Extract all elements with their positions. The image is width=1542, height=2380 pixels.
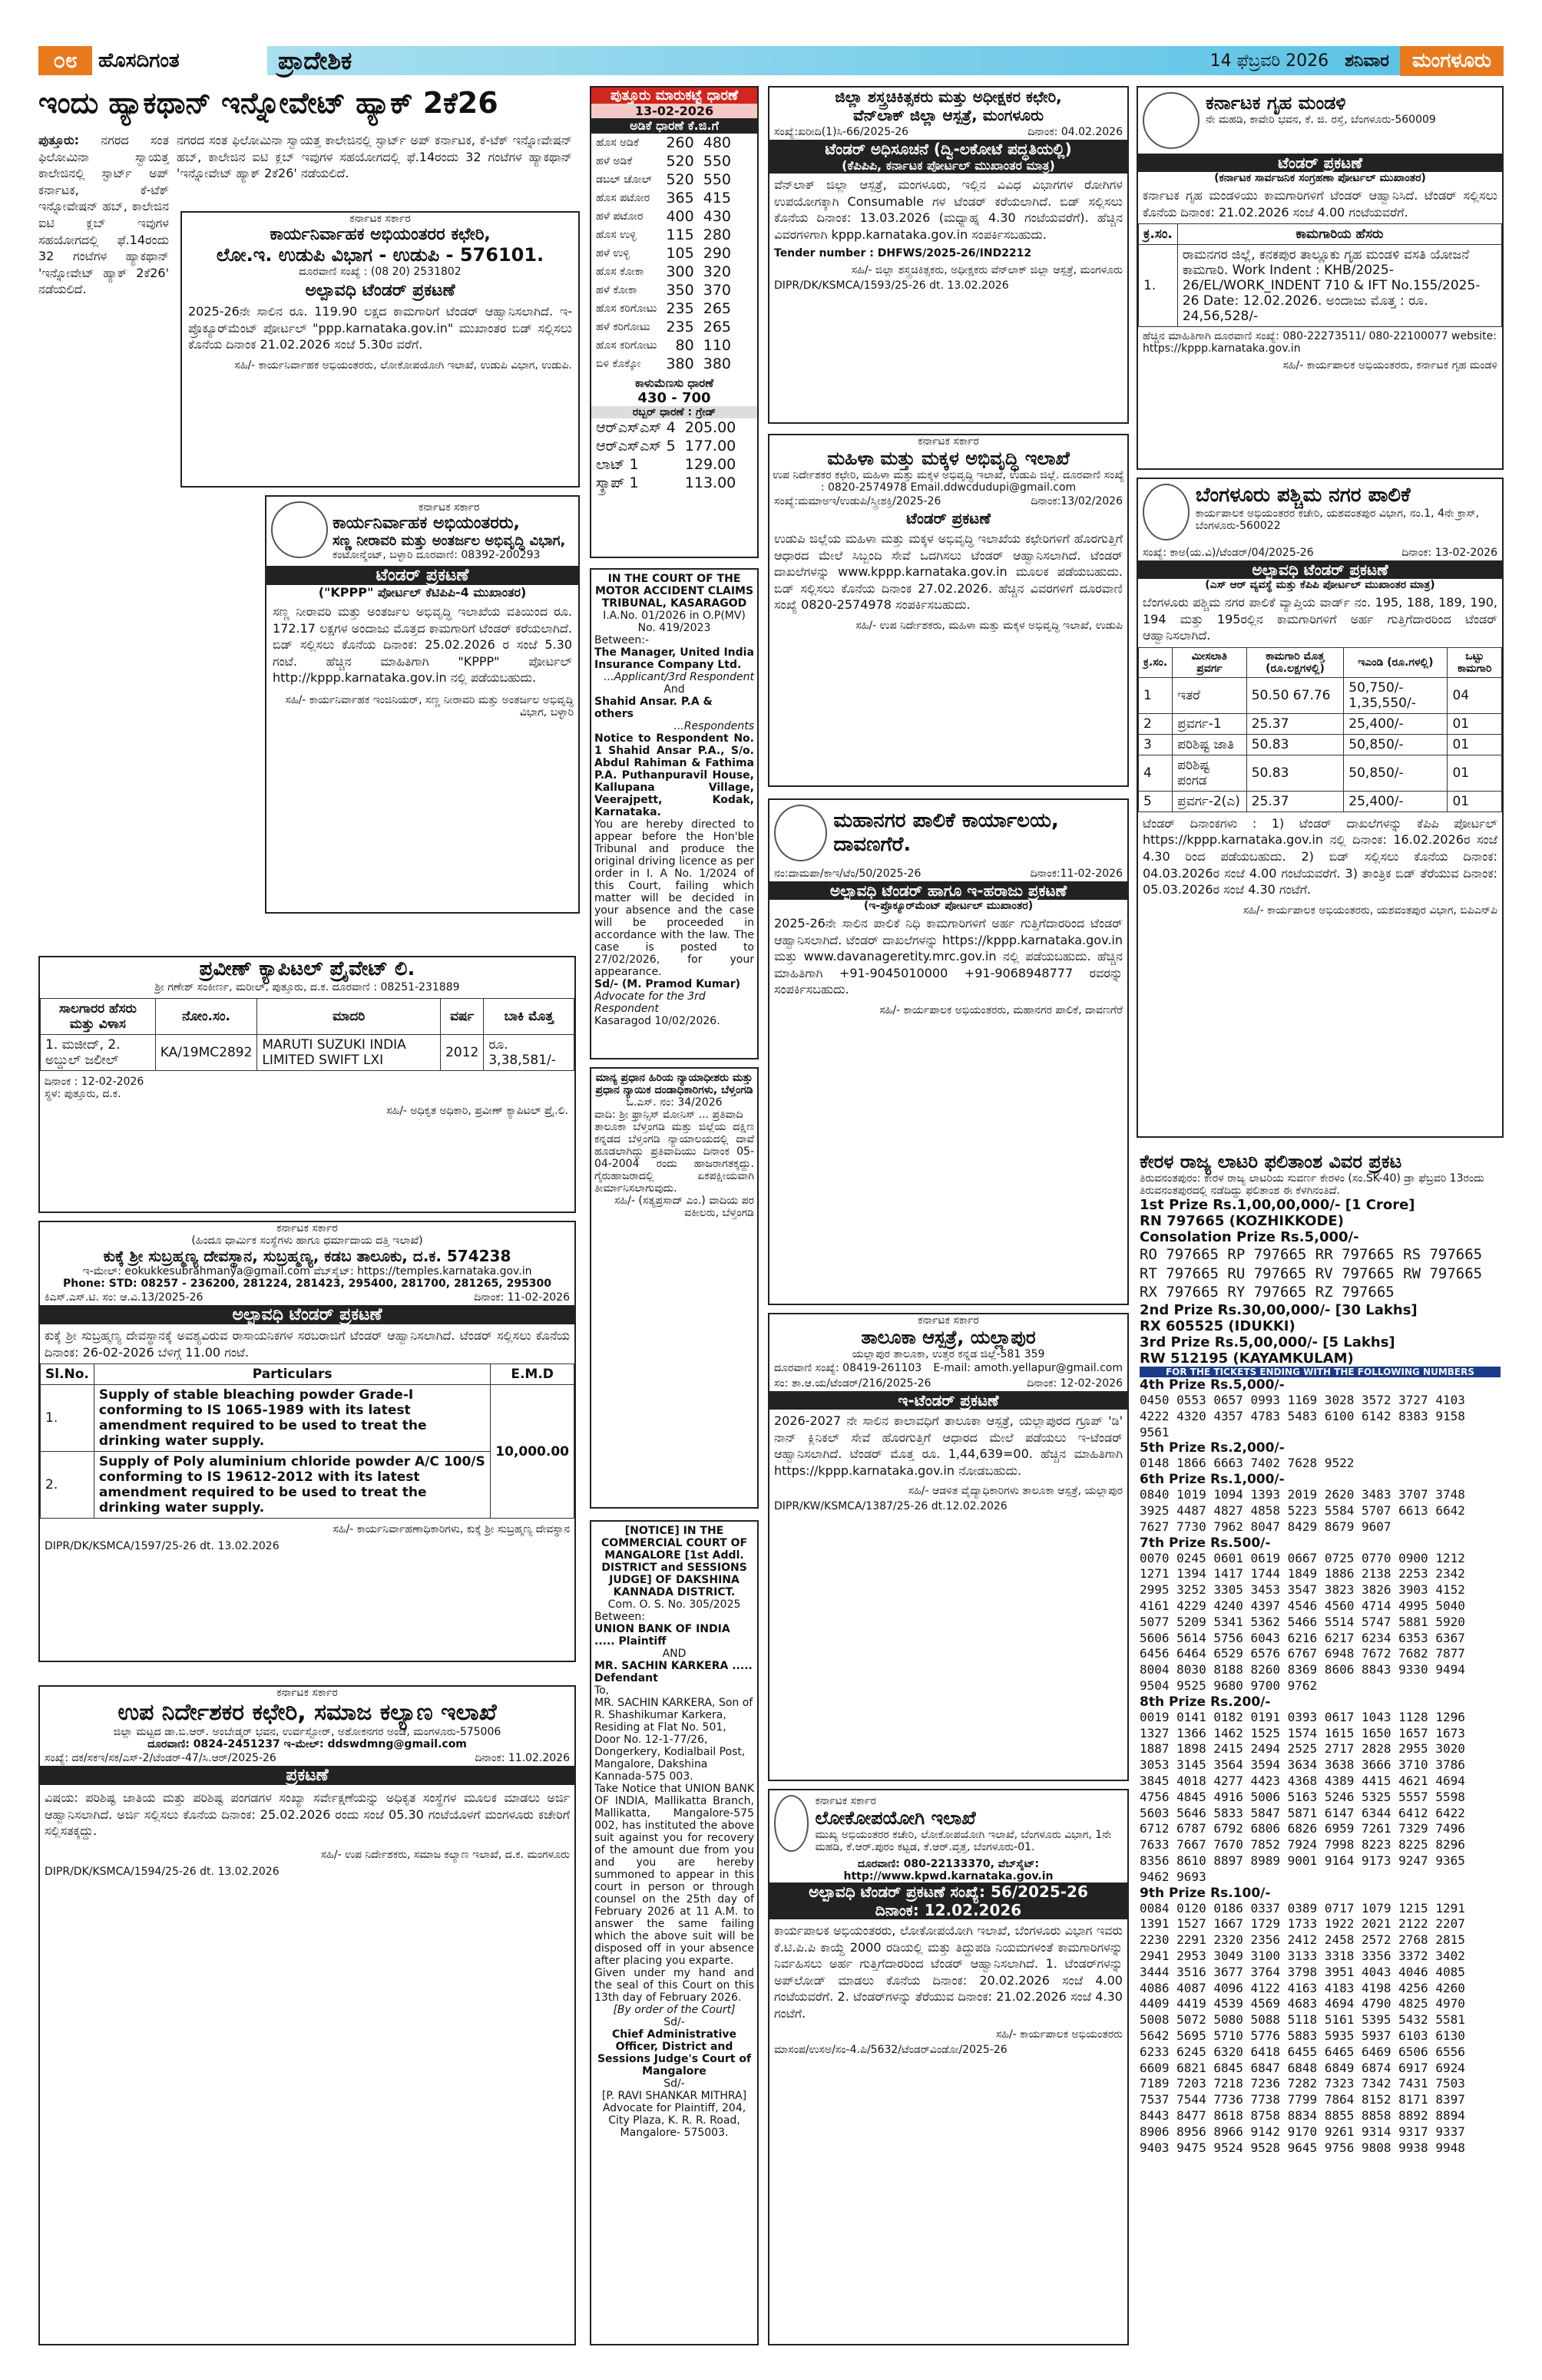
rate-row: ಹೊಸ ಕರಿಗೋಟು 235 265 [596,300,731,317]
issue-date: 14 ಫೆಬ್ರವರಿ 2026 ಶನಿವಾರ [1209,51,1389,71]
commercial-court-notice: [NOTICE] IN THE COMMERCIAL COURT OF MANGALORE [1st Addl. DISTRICT and SESSIONS JUDGE] OF DAKSHINA KANNADA DISTRICT. Com. O. S. No. 305/2025 Between: UNION BANK OF INDIA ..... Plaintiff AND MR. SACHIN KARKERA ..... Defendant To, MR. SACHIN KARKERA, Son of R. Shashikumar Karkera, Residing at Flat No. 501, Door No. 12-1-77/26, Dongerkery, Kodialbail Post, Mangalore, Dakshina Kannada-575 003. Take Notice that UNION BANK OF INDIA, Mallikatta Branch, Mallikatta, Mangalore-575 002, has instituted the above suit against you for recovery of the amount due from you and you are hereby summoned to appear in this court in person or through counsel on the 25th day of February 2026 at 11 A.M. to answer the same failing which the above suit will be disposed off in your absence after placing you exparte. Given under my hand and the seal of this Court on this 13th day of February 2026. [By order of the Court] Sd/- Chief Administrative Officer, District and Sessions Judge's Court of Mangalore Sd/- [P. RAVI SHANKAR MITHRA] Advocate for Plaintiff, 204, City Plaza, K. R. R. Road, Mangalore- 575003. [590,1520,759,2345]
rubber-row: ಲಾಟ್ 1 129.00 [596,456,736,473]
udupi-pwd-tender: ಕರ್ನಾಟಕ ಸರ್ಕಾರ ಕಾರ್ಯನಿರ್ವಾಹಕ ಅಭಿಯಂತರರ ಕಛೇರಿ, ಲೋ.ಇ. ಉಡುಪಿ ವಿಭಾಗ - ಉಡುಪಿ - 576101. ದೂರವಾಣಿ ಸಂಖ್ಯೆ : (08 20) 2531802 ಅಲ್ಪಾವಧಿ ಟೆಂಡರ್ ಪ್ರಕಟಣೆ 2025-26ನೇ ಸಾಲಿನ ರೂ. 119.90 ಲಕ್ಷದ ಕಾಮಗಾರಿಗೆ ಟೆಂಡರ್ ಆಹ್ವಾನಿಸಲಾಗಿದೆ. ಇ-ಪ್ರೊಕ್ಯೂರ್‌ಮೆಂಟ್ ಪೋರ್ಟಲ್ "ppp.karnataka.gov.in" ಮುಖಾಂತರ ಬಿಡ್ ಸಲ್ಲಿಸಲು ಕೊನೆಯ ದಿನಾಂಕ 21.02.2026 ಸಂಜೆ 5.30ರ ವರೆಗೆ. ಸಹಿ/- ಕಾರ್ಯನಿರ್ವಾಹಕ ಅಭಿಯಂತರರು, ಲೋಕೋಪಯೋಗಿ ಇಲಾಖೆ, ಉಡುಪಿ ವಿಭಾಗ, ಉಡುಪಿ. [180,211,580,488]
table-row: 2 ಪ್ರವರ್ಗ-1 25.37 25,400/- 01 [1139,713,1502,734]
kukke-temple-tender: ಕರ್ನಾಟಕ ಸರ್ಕಾರ (ಹಿಂದೂ ಧಾರ್ಮಿಕ ಸಂಸ್ಥೆಗಳು ಹಾಗೂ ಧರ್ಮಾದಾಯ ದತ್ತಿ ಇಲಾಖೆ) ಕುಕ್ಕೆ ಶ್ರೀ ಸುಬ್ರಹ್ಮಣ್ಯ ದೇವಸ್ಥಾನ, ಸುಬ್ರಹ್ಮಣ್ಯ, ಕಡಬ ತಾಲೂಕು, ದ.ಕ. 574238 ಇ-ಮೇಲ್: eokukkesubrahmanya@gmail.com ವೆಬ್‌ಸೈಟ್: https://temples.karnataka.gov.in Phone: STD: 08257 - 236200, 281224, 281423, 295400, 281700, 281265, 295300 ಕಿಎಸ್.ಎಸ್.ಟಿ. ಸಂ: ಆ.ವಿ.13/2025-26 ದಿನಾಂಕ: 11-02-2026 ಅಲ್ಪಾವಧಿ ಟೆಂಡರ್ ಪ್ರಕಟಣೆ ಕುಕ್ಕೆ ಶ್ರೀ ಸುಬ್ರಹ್ಮಣ್ಯ ದೇವಸ್ಥಾನಕ್ಕೆ ಅವಶ್ಯವಿರುವ ರಾಸಾಯನಿಕಗಳ ಸರಬರಾಜಿಗೆ ಟೆಂಡರ್ ಆಹ್ವಾನಿಸಲಾಗಿದೆ. ಟೆಂಡರ್ ಸಲ್ಲಿಸಲು ಕೊನೆಯ ದಿನಾಂಕ: 26-02-2026 ಬೆಳಿಗ್ಗೆ 11.00 ಗಂಟೆ. Sl.No. Particulars E.M.D 1. Supply of stable bleaching powder Grade-I conforming to IS 1065-1989 with its latest amendment required to be used to treat the drinking water supply. 10,000.00 2. Supply of Poly aluminium chloride powder A/C 100/S conforming to IS 19612-2012 with its latest amendment required to be used to treat the drinking water supply. ಸಹಿ/- ಕಾರ್ಯನಿರ್ವಾಹಣಾಧಿಕಾರಿಗಳು, ಕುಕ್ಕೆ ಶ್ರೀ ಸುಬ್ರಹ್ಮಣ್ಯ ದೇವಸ್ಥಾನ DIPR/DK/KSMCA/1597/25-26 dt. 13.02.2026 [38,1221,576,1662]
page-header [38,45,1504,77]
rate-row: ಬಿಳಿ ಕೊಕ್ಕೋ 380 380 [596,355,731,372]
rate-row: ಹಳೆ ಉಳ್ಳಿ 105 290 [596,245,731,262]
rate-row: ಹೊಸ ಕರಿಗೋಟು 80 110 [596,337,731,354]
table-row: 1 ಇತರೆ 50.50 67.76 50,750/- 1,35,550/- 04 [1139,677,1502,713]
corporation-logo-icon [1143,484,1190,540]
khb-logo-icon [1143,92,1200,149]
pwd-emblem-icon [774,1795,809,1852]
rate-row: ಹೊಸ ಕೋಕಾ 300 320 [596,263,731,280]
kasaragod-court-notice: IN THE COURT OF THE MOTOR ACCIDENT CLAIMS TRIBUNAL, KASARAGOD I.A.No. 01/2026 in O.P(MV) No. 419/2023 Between:- The Manager, United India Insurance Company Ltd. ...Applicant/3rd Respondent And Shahid Ansar. P.A & others ...Respondents Notice to Respondent No. 1 Shahid Ansar P.A., S/o. Abdul Rahiman & Fathima P.A. Puthanpuravil House, Kallupana Village, Veerajpett, Kodak, Karnataka. You are hereby directed to appear before the Hon'ble Tribunal and produce the original driving licence as per order in I. A No. 1/2024 of this Court, failing which matter will be decided in your absence and the case will be proceeded in accordance with the law. The case is posted to 27/02/2026, for your appearance. Sd/- (M. Pramod Kumar) Advocate for the 3rd Respondent Kasaragod 10/02/2026. [590,568,759,1059]
rate-row: ಡಬಲ್ ಚೋಲ್ 520 550 [596,171,731,188]
yellapur-hospital-tender: ಕರ್ನಾಟಕ ಸರ್ಕಾರ ತಾಲೂಕಾ ಆಸ್ಪತ್ರೆ, ಯಲ್ಲಾಪುರ ಯಲ್ಲಾಪುರ ತಾಲೂಕಾ, ಉತ್ತರ ಕನ್ನಡ ಜಿಲ್ಲೆ-581 359 ದೂರವಾಣಿ ಸಂಖ್ಯೆ: 08419-261103 E-mail: amoth.yellapur@gmail.com ಸಂ: ತಾ.ಆ.ಯ/ಟೆಂಡರ್/216/2025-26 ದಿನಾಂಕ: 12-02-2026 ಇ-ಟೆಂಡರ್ ಪ್ರಕಟಣೆ 2026-2027 ನೇ ಸಾಲಿನ ಕಾಲಾವಧಿಗೆ ತಾಲೂಕಾ ಆಸ್ಪತ್ರೆ, ಯಲ್ಲಾಪುರದ ಗ್ರೂಪ್ 'ಡಿ' ನಾನ್ ಕ್ಲಿನಿಕಲ್ ಸೇವೆ ಹೊರಗುತ್ತಿಗೆ ಆಧಾರದ ಮೇಲೆ ಪಡೆಯಲು ಇ-ಟೆಂಡರ್ ಆಹ್ವಾನಿಸಲಾಗಿದೆ. ಟೆಂಡರ್ ಮೊತ್ತ ರೂ. 1,44,639=00. ಹೆಚ್ಚಿನ ಮಾಹಿತಿಗಾಗಿ https://kppp.karnataka.gov.in ನೋಡಬಹುದು. ಸಹಿ/- ಆಡಳಿತ ವೈದ್ಯಾಧಿಕಾರಿಗಳು ತಾಲೂಕಾ ಆಸ್ಪತ್ರೆ, ಯಲ್ಲಾಪುರ DIPR/KW/KSMCA/1387/25-26 dt.12.02.2026 [768,1313,1129,1781]
article-intro: ನಗರದ ಸಂತ ಫಿಲೋಮಿನಾ ಸ್ವಾಯತ್ತ ಕಾಲೇಜಿನಲ್ಲಿ ಸ್ಟಾರ್ಟ್ ಅಪ್ ಕರ್ನಾಟಕ, ಕೆ-ಟೆಕ್ ಇನ್ನೋವೇಷನ್ ಹಬ್, ಕಾಲೇಜಿನ ಐಟಿ ಕ್ಲಬ್ ಇವುಗಳ ಸಹಯೋಗದಲ್ಲಿ ಫೆ.14ರಂದು 32 ಗಂಟೆಗಳ ಹ್ಯಾಕಥಾನ್ 'ಇನ್ನೋವೇಟ್ ಹ್ಯಾಕ್ 2ಕೆ26' ನಡೆಯಲಿದೆ. [177,132,572,286]
works-table: ಕ್ರ.ಸಂ. ಮೀಸಲಾತಿ ಪ್ರವರ್ಗ ಕಾಮಗಾರಿ ಮೊತ್ತ (ರೂ.ಲಕ್ಷಗಳಲ್ಲಿ) ಇಎಂಡಿ (ರೂ.ಗಳಲ್ಲಿ) ಒಟ್ಟು ಕಾಮಗಾರಿ 1 ಇತರೆ 50.50 67.76 50,750/- 1,35,550/- 04 2 ಪ್ರವರ್ಗ-1 25.37 25,400/- 01 3 ಪರಿಶಿಷ್ಟ ಜಾತಿ 50.83 50,850/- 01 4 ಪರಿಶಿಷ್ಟ ಪಂಗಡ 50.83 50,850/- 01 5 ಪ್ರವರ್ಗ-2(ಎ) 25.37 25,400/- 01 [1138,647,1502,812]
vehicle-table: ಸಾಲಗಾರರ ಹೆಸರು ಮತ್ತು ವಿಳಾಸ ನೋಂ.ಸಂ. ಮಾದರಿ ವರ್ಷ ಬಾಕಿ ಮೊತ್ತ 1. ಮಜೀದ್, 2. ಅಬ್ದುಲ್ ಜಲೀಲ್ KA/19MC2892 MARUTI SUZUKI INDIA LIMITED SWIFT LXI 2012 ರೂ. 3,38,581/- [40,998,574,1071]
women-child-dept-tender: ಕರ್ನಾಟಕ ಸರ್ಕಾರ ಮಹಿಳಾ ಮತ್ತು ಮಕ್ಕಳ ಅಭಿವೃದ್ಧಿ ಇಲಾಖೆ ಉಪ ನಿರ್ದೇಶಕರ ಕಛೇರಿ, ಮಹಿಳಾ ಮತ್ತು ಮಕ್ಕಳ ಅಭಿವೃದ್ಧಿ ಇಲಾಖೆ, ಉಡುಪಿ ಜಿಲ್ಲೆ. ದೂರವಾಣಿ ಸಂಖ್ಯೆ : 0820-2574978 Email.ddwcdudupi@gmail.com ಸಂಖ್ಯೆ:ಮಮಾಅಇ/ಉಡುಪಿ/ಸ್ತ್ರೀಶಕ್ತಿ/2025-26 ದಿನಾಂಕ:13/02/2026 ಟೆಂಡರ್ ಪ್ರಕಟಣೆ ಉಡುಪಿ ಜಿಲ್ಲೆಯ ಮಹಿಳಾ ಮತ್ತು ಮಕ್ಕಳ ಅಭಿವೃದ್ಧಿ ಇಲಾಖೆಯ ಕಛೇರಿಗಳಿಗೆ ಹೊರಗುತ್ತಿಗೆ ಆಧಾರದ ಮೇಲೆ ಸಿಬ್ಬಂದಿ ಸೇವೆ ಒದಗಿಸಲು ಟೆಂಡರ್ ಆಹ್ವಾನಿಸಲಾಗಿದೆ. ಟೆಂಡರ್ ದಾಖಲೆಗಳನ್ನು www.kppp.karnataka.gov.in ಮೂಲಕ ಪಡೆಯಬಹುದು. ಬಿಡ್ ಸಲ್ಲಿಸಲು ಕೊನೆಯ ದಿನಾಂಕ 27.02.2026. ಹೆಚ್ಚಿನ ವಿವರಗಳಿಗೆ ದೂರವಾಣಿ ಸಂಖ್ಯೆ 0820-2574978 ಸಂಪರ್ಕಿಸಬಹುದು. ಸಹಿ/- ಉಪ ನಿರ್ದೇಶಕರು, ಮಹಿಳಾ ಮತ್ತು ಮಕ್ಕಳ ಅಭಿವೃದ್ಧಿ ಇಲಾಖೆ, ಉಡುಪಿ [768,434,1129,787]
rubber-row: ಆರ್‌ಎಸ್ಎಸ್ 5 177.00 [596,438,736,455]
rate-row: ಹಳೆ ಕೋಕಾ 350 370 [596,282,731,299]
article-headline: ಇಂದು ಹ್ಯಾಕಥಾನ್ ಇನ್ನೋವೇಟ್ ಹ್ಯಾಕ್ 2ಕೆ26 [38,86,498,120]
belthangady-court-notice: ಮಾನ್ಯ ಪ್ರಧಾನ ಹಿರಿಯ ನ್ಯಾಯಾಧೀಶರು ಮತ್ತು ಪ್ರಧಾನ ನ್ಯಾಯಿಕ ದಂಡಾಧಿಕಾರಿಗಳು, ಬೆಳ್ತಂಗಡಿ ಓ.ಎಸ್. ನಂ: 34/2026 ವಾದಿ: ಶ್ರೀ ಫ್ರಾನ್ಸಿಸ್ ಮೋನಿಸ್ ... ಪ್ರತಿವಾದಿ ತಾಲೂಕಾ ಬೆಳ್ತಂಗಡಿ ಮತ್ತು ಜಿಲ್ಲೆಯ ದಕ್ಷಿಣ ಕನ್ನಡದ ಬೆಳ್ತಂಗಡಿ ನ್ಯಾಯಾಲಯದಲ್ಲಿ ದಾವೆ ಹೂಡಲಾಗಿದ್ದು ಪ್ರತಿವಾದಿಯು ದಿನಾಂಕ 05-04-2004 ರಂದು ಹಾಜರಾಗತಕ್ಕದ್ದು. ಗೈರುಹಾಜರಾದಲ್ಲಿ ಏಕಪಕ್ಷೀಯವಾಗಿ ತೀರ್ಮಾನಿಸಲಾಗುವುದು. ಸಹಿ/- (ಸತ್ಯಪ್ರಸಾದ್ ಎಂ.) ವಾದಿಯ ಪರ ವಕೀಲರು, ಬೆಳ್ತಂಗಡಿ [590,1067,759,1509]
rate-row: ಹಳೆ ಕರಿಗೋಟು 235 265 [596,319,731,336]
ballari-tender: ಕರ್ನಾಟಕ ಸರ್ಕಾರ ಕಾರ್ಯನಿರ್ವಾಹಕ ಅಭಿಯಂತರರು, ಸಣ್ಣ ನೀರಾವರಿ ಮತ್ತು ಅಂತರ್ಜಲ ಅಭಿವೃದ್ಧಿ ವಿಭಾಗ, ಕಂಟೋನ್ಮೆಂಟ್, ಬಳ್ಳಾರಿ ದೂರವಾಣಿ: 08392-200293 ಟೆಂಡರ್ ಪ್ರಕಟಣೆ ("KPPP" ಪೋರ್ಟಲ್ ಕೆಟಿಪಿಪಿ-4 ಮುಖಾಂತರ) ಸಣ್ಣ ನೀರಾವರಿ ಮತ್ತು ಅಂತರ್ಜಲ ಅಭಿವೃದ್ಧಿ ಇಲಾಖೆಯ ವತಿಯಿಂದ ರೂ. 172.17 ಲಕ್ಷಗಳ ಅಂದಾಜು ಮೊತ್ತದ ಕಾಮಗಾರಿಗೆ ಟೆಂಡರ್ ಕರೆಯಲಾಗಿದೆ. ಬಿಡ್ ಸಲ್ಲಿಸಲು ಕೊನೆಯ ದಿನಾಂಕ: 25.02.2026 ರ ಸಂಜೆ 5.30 ಗಂಟೆ. ಹೆಚ್ಚಿನ ಮಾಹಿತಿಗಾಗಿ "KPPP" ಪೋರ್ಟಲ್ http://kppp.karnataka.gov.in ನಲ್ಲಿ ಪಡೆಯಬಹುದು. ಸಹಿ/- ಕಾರ್ಯನಿರ್ವಾಹಕ ಇಂಜಿನಿಯರ್, ಸಣ್ಣ ನೀರಾವರಿ ಮತ್ತು ಅಂತರ್ಜಲ ಅಭಿವೃದ್ಧಿ ವಿಭಾಗ, ಬಳ್ಳಾರಿ [265,495,580,914]
rubber-row: ಸ್ಕ್ರಾಪ್ 1 113.00 [596,474,736,491]
article-body: ಪುತ್ತೂರು: ನಗರದ ಸಂತ ಫಿಲೋಮಿನಾ ಸ್ವಾಯತ್ತ ಕಾಲೇಜಿನಲ್ಲಿ ಸ್ಟಾರ್ಟ್ ಅಪ್ ಕರ್ನಾಟಕ, ಕೆ-ಟೆಕ್ ಇನ್ನೋವೇಷನ್ ಹಬ್, ಕಾಲೇಜಿನ ಐಟಿ ಕ್ಲಬ್ ಇವುಗಳ ಸಹಯೋಗದಲ್ಲಿ ಫೆ.14ರಂದು 32 ಗಂಟೆಗಳ ಹ್ಯಾಕಥಾನ್ 'ಇನ್ನೋವೇಟ್ ಹ್ಯಾಕ್ 2ಕೆ26' ನಡೆಯಲಿದೆ. [38,133,169,297]
karnataka-housing-board-tender: ಕರ್ನಾಟಕ ಗೃಹ ಮಂಡಳಿ ನೇ ಮಹಡಿ, ಕಾವೇರಿ ಭವನ, ಕೆ. ಜಿ. ರಸ್ತೆ, ಬೆಂಗಳೂರು-560009 ಟೆಂಡರ್ ಪ್ರಕಟಣೆ (ಕರ್ನಾಟಕ ಸಾರ್ವಜನಿಕ ಸಂಗ್ರಹಣಾ ಪೋರ್ಟಲ್ ಮುಖಾಂತರ) ಕರ್ನಾಟಕ ಗೃಹ ಮಂಡಳಿಯು ಕಾಮಗಾರಿಗಳಿಗೆ ಟೆಂಡರ್ ಆಹ್ವಾನಿಸಿದೆ. ಟೆಂಡರ್ ಸಲ್ಲಿಸಲು ಕೊನೆಯ ದಿನಾಂಕ: 21.02.2026 ಸಂಜೆ 4.00 ಗಂಟೆಯವರೆಗೆ. ಕ್ರ.ಸಂ. ಕಾಮಗಾರಿಯ ಹೆಸರು 1. ರಾಮನಗರ ಜಿಲ್ಲೆ, ಕನಕಪುರ ತಾಲ್ಲೂಕು ಗೃಹ ಮಂಡಳಿ ವಸತಿ ಯೋಜನೆ ಕಾಮಗಾರಿ. Work Indent : KHB/2025-26/EL/WORK_INDENT 710 & IFT No.155/2025-26 Date: 12.02.2026. ಅಂದಾಜು ಮೊತ್ತ : ರೂ. 24,56,528/- ಹೆಚ್ಚಿನ ಮಾಹಿತಿಗಾಗಿ ದೂರವಾಣಿ ಸಂಖ್ಯೆ: 080-22273511/ 080-22100077 website: https://kppp.karnataka.gov.in ಸಹಿ/- ಕಾರ್ಯಪಾಲಕ ಅಭಿಯಂತರರು, ಕರ್ನಾಟಕ ಗೃಹ ಮಂಡಳಿ [1137,86,1504,470]
rate-row: ಹೊಸ ಅಡಿಕೆ 260 480 [596,134,731,151]
rate-row: ಹೊಸ ಪಟೋರ 365 415 [596,190,731,207]
section-title: ಪ್ರಾದೇಶಿಕ [278,45,352,75]
items-table: Sl.No. Particulars E.M.D 1. Supply of stable bleaching powder Grade-I conforming to IS 1065-1989 with its latest amendment required to be used to treat the drinking water supply. 10,000.00 2. Supply of Poly aluminium chloride powder A/C 100/S conforming to IS 19612-2012 with its latest amendment required to be used to treat the drinking water supply. [40,1364,574,1519]
praveen-capital-notice: ಪ್ರವೀಣ್ ಕ್ಯಾಪಿಟಲ್ ಪ್ರೈವೇಟ್ ಲಿ. ಶ್ರೀ ಗಣೇಶ್ ಸಂಕೀರ್ಣ, ಮರೀಲ್, ಪುತ್ತೂರು, ದ.ಕ. ದೂರವಾಣಿ : 08251-231889 ಸಾಲಗಾರರ ಹೆಸರು ಮತ್ತು ವಿಳಾಸ ನೋಂ.ಸಂ. ಮಾದರಿ ವರ್ಷ ಬಾಕಿ ಮೊತ್ತ 1. ಮಜೀದ್, 2. ಅಬ್ದುಲ್ ಜಲೀಲ್ KA/19MC2892 MARUTI SUZUKI INDIA LIMITED SWIFT LXI 2012 ರೂ. 3,38,581/- ದಿನಾಂಕ : 12-02-2026 ಸ್ಥಳ: ಪುತ್ತೂರು, ದ.ಕ. ಸಹಿ/- ಅಧಿಕೃತ ಅಧಿಕಾರಿ, ಪ್ರವೀಣ್ ಕ್ಯಾಪಿಟಲ್ ಪ್ರೈ.ಲಿ. [38,956,576,1213]
page-number: ೦೮ [38,46,92,75]
section-bar [267,46,1400,75]
city-label: ಮಂಗಳೂರು [1400,46,1504,76]
market-rates: ಪುತ್ತೂರು ಮಾರುಕಟ್ಟೆ ಧಾರಣೆ 13-02-2026 ಅಡಿಕೆ ಧಾರಣೆ ಕೆ.ಜಿ.ಗೆ ಹೊಸ ಅಡಿಕೆ 260 480 ಹಳೆ ಅಡಿಕೆ 520 550 ಡಬಲ್ ಚೋಲ್ 520 550 ಹೊಸ ಪಟೋರ 365 415 ಹಳೆ ಪಟೋರ 400 430 ಹೊಸ ಉಳ್ಳಿ 115 280 ಹಳೆ ಉಳ್ಳಿ 105 290 ಹೊಸ ಕೋಕಾ 300 320 ಹಳೆ ಕೋಕಾ 350 370 ಹೊಸ ಕರಿಗೋಟು 235 265 ಹಳೆ ಕರಿಗೋಟು 235 265 ಹೊಸ ಕರಿಗೋಟು 80 110 ಬಿಳಿ ಕೊಕ್ಕೋ 380 380 ಕಾಳುಮೆಣಸು ಧಾರಣೆ 430 - 700 ರಬ್ಬರ್ ಧಾರಣೆ : ಗ್ರೇಡ್ ಆರ್‌ಎಸ್ಎಸ್ 4 205.00 ಆರ್‌ಎಸ್ಎಸ್ 5 177.00 ಲಾಟ್ 1 129.00 ಸ್ಕ್ರಾಪ್ 1 113.00 [590,86,759,558]
rate-row: ಹಳೆ ಪಟೋರ 400 430 [596,208,731,225]
kerala-lottery-results: ಕೇರಳ ರಾಜ್ಯ ಲಾಟರಿ ಫಲಿತಾಂಶ ವಿವರ ಪ್ರಕಟ ತಿರುವನಂತಪುರಂ: ಕೇರಳ ರಾಜ್ಯ ಲಾಟರಿಯ ಸುವರ್ಣ ಕೇರಳಂ (ಸಂ.SK-40) ಡ್ರಾ ಫೆಬ್ರವರಿ 13ರಂದು ತಿರುವನಂತಪುರದಲ್ಲಿ ನಡೆದಿದ್ದು ಫಲಿತಾಂಶ ಈ ಕೆಳಗಿನಂತಿದೆ. 1st Prize Rs.1,00,00,000/- [1 Crore] RN 797665 (KOZHIKKODE) Consolation Prize Rs.5,000/- RO 797665 RP 797665 RR 797665 RS 797665 RT 797665 RU 797665 RV 797665 RW 797665 RX 797665 RY 797665 RZ 797665 2nd Prize Rs.30,00,000/- [30 Lakhs] RX 605525 (IDUKKI) 3rd Prize Rs.5,00,000/- [5 Lakhs] RW 512195 (KAYAMKULAM) FOR THE TICKETS ENDING WITH THE FOLLOWING NUMBERS 4th Prize Rs.5,000/- 0450 0553 0657 0993 1169 3028 3572 3727 4103 4222 4320 4357 4783 5483 6100 6142 8383 9158 9561 5th Prize Rs.2,000/- 0148 1866 6663 7402 7628 9522 6th Prize Rs.1,000/- 0840 1019 1094 1393 2019 2620 3483 3707 3748 3925 4487 4827 4858 5223 5584 5707 6613 6642 7627 7730 7962 8047 8429 8679 9607 7th Prize Rs.500/- 0070 0245 0601 0619 0667 0725 0770 0900 1212 1271 1394 1417 1744 1849 1886 2138 2253 2342 2995 3252 3305 3453 3547 3823 3826 3903 4152 4161 4229 4240 4397 4546 4560 4714 4995 5040 5077 5209 5341 5362 5466 5514 5747 5881 5920 5606 5614 5756 6043 6216 6217 6234 6353 6367 6456 6464 6529 6576 6767 6948 7672 7682 7877 8004 8030 8188 8260 8369 8606 8843 9330 9494 9504 9525 9680 9700 9762 8th Prize Rs.200/- 0019 0141 0182 0191 0393 0617 1043 1128 1296 1327 1366 1462 1525 1574 1615 1650 1657 1673 1887 1898 2415 2494 2525 2717 2828 2955 3020 3053 3145 3564 3594 3634 3638 3666 3710 3786 3845 4018 4277 4423 4368 4389 4415 4621 4694 4756 4845 4916 5006 5163 5246 5325 5557 5598 5603 5646 5833 5847 5871 6147 6344 6412 6422 6712 6787 6792 6806 6826 6959 7261 7329 7496 7633 7667 7670 7852 7924 7998 8223 8225 8296 8356 8610 8897 8989 9001 9164 9173 9247 9365 9462 9693 9th Prize Rs.100/- 0084 0120 0186 0337 0389 0717 1079 1215 1291 1391 1527 1667 1729 1733 1922 2021 2122 2207 2230 2291 2320 2356 2412 2458 2572 2768 2815 2941 2953 3049 3100 3133 3318 3356 3372 3402 3444 3516 3677 3764 3798 3951 4043 4046 4085 4086 4087 4096 4122 4163 4183 4198 4256 4260 4409 4419 4539 4569 4683 4694 4790 4825 4970 5008 5072 5080 5088 5118 5161 5395 5432 5581 5642 5695 5710 5776 5883 5935 5937 6103 6130 6233 6245 6320 6418 6455 6465 6469 6506 6556 6609 6821 6845 6847 6848 6849 6874 6917 6924 7189 7203 7218 7236 7282 7323 7342 7431 7503 7537 7544 7736 7738 7799 7864 8152 8171 8397 8443 8477 8618 8758 8834 8855 8858 8892 8894 8906 8956 8966 9142 9170 9261 9314 9317 9337 9403 9475 9524 9528 9645 9756 9808 9938 9948 [1137,1148,1504,2345]
newspaper-name: ಹೊಸದಿಗಂತ [98,48,180,72]
table-row: 5 ಪ್ರವರ್ಗ-2(ಎ) 25.37 25,400/- 01 [1139,791,1502,812]
rate-row: ಹೊಸ ಉಳ್ಳಿ 115 280 [596,226,731,243]
social-welfare-notice: ಕರ್ನಾಟಕ ಸರ್ಕಾರ ಉಪ ನಿರ್ದೇಶಕರ ಕಛೇರಿ, ಸಮಾಜ ಕಲ್ಯಾಣ ಇಲಾಖೆ ಜಿಲ್ಲಾ ಮಟ್ಟದ ಡಾ.ಬಿ.ಆರ್. ಅಂಬೇಡ್ಕರ್ ಭವನ, ಉರ್ವಸ್ಟೋರ್, ಅಶೋಕನಗರ ಅಂಚೆ, ಮಂಗಳೂರು-575006 ದೂರವಾಣಿ: 0824-2451237 ಇ-ಮೇಲ್: ddswdmng@gmail.com ಸಂಖ್ಯೆ: ದಕ/ಸಕಇ/ಸಕ/ಎಸ್-2/ಟೆಂಡರ್-47/ಸಿ.ಆರ್/2025-26 ದಿನಾಂಕ: 11.02.2026 ಪ್ರಕಟಣೆ ವಿಷಯ: ಪರಿಶಿಷ್ಟ ಜಾತಿಯ ಮತ್ತು ಪರಿಶಿಷ್ಟ ಪಂಗಡಗಳ ಸಂಖ್ಯಾ ಸರ್ವೇಕ್ಷಣೆಯನ್ನು ಅಧಿಕೃತ ಸಂಸ್ಥೆಗಳ ಮೂಲಕ ಮಾಡಲು ಅರ್ಜಿ ಆಹ್ವಾನಿಸಲಾಗಿದೆ. ಅರ್ಜಿ ಸಲ್ಲಿಸಲು ಕೊನೆಯ ದಿನಾಂಕ: 25.02.2026 ರಂದು ಸಂಜೆ 05.30 ಗಂಟೆಯೊಳಗೆ ಮಂಗಳೂರು ಕಚೇರಿಗೆ ಸಲ್ಲಿಸತಕ್ಕದ್ದು. ಸಹಿ/- ಉಪ ನಿರ್ದೇಶಕರು, ಸಮಾಜ ಕಲ್ಯಾಣ ಇಲಾಖೆ, ದ.ಕ. ಮಂಗಳೂರು DIPR/DK/KSMCA/1594/25-26 dt. 13.02.2026 [38,1685,576,2345]
rubber-rate-table [591,418,740,492]
davanagere-corporation-tender: ಮಹಾನಗರ ಪಾಲಿಕೆ ಕಾರ್ಯಾಲಯ, ದಾವಣಗೆರೆ. ನಂ:ದಾಮಪಾ/ಕಾಇ/ಟೆಂ/50/2025-26 ದಿನಾಂಕ:11-02-2026 ಅಲ್ಪಾವಧಿ ಟೆಂಡರ್ ಹಾಗೂ ಇ-ಹರಾಜು ಪ್ರಕಟಣೆ (ಇ-ಪ್ರೊಕ್ಯೂರ್‌ಮೆಂಟ್ ಪೋರ್ಟಲ್ ಮುಖಾಂತರ) 2025-26ನೇ ಸಾಲಿನ ಪಾಲಿಕೆ ನಿಧಿ ಕಾಮಗಾರಿಗಳಿಗೆ ಅರ್ಹ ಗುತ್ತಿಗೆದಾರರಿಂದ ಟೆಂಡರ್ ಆಹ್ವಾನಿಸಲಾಗಿದೆ. ಟೆಂಡರ್ ದಾಖಲೆಗಳನ್ನು https://kppp.karnataka.gov.in ಮತ್ತು www.davanageretity.mrc.gov.in ನಲ್ಲಿ ಪಡೆಯಬಹುದು. ಹೆಚ್ಚಿನ ಮಾಹಿತಿಗಾಗಿ +91-9045010000 +91-9068948777 ರವರನ್ನು ಸಂಪರ್ಕಿಸಬಹುದು. ಸಹಿ/- ಕಾರ್ಯಪಾಲಕ ಅಭಿಯಂತರರು, ಮಹಾನಗರ ಪಾಲಿಕೆ, ದಾವಣಗೆರೆ [768,798,1129,1305]
rubber-row: ಆರ್‌ಎಸ್ಎಸ್ 4 205.00 [596,419,736,436]
table-row: 4 ಪರಿಶಿಷ್ಟ ಪಂಗಡ 50.83 50,850/- 01 [1139,755,1502,791]
table-row: 3 ಪರಿಶಿಷ್ಟ ಜಾತಿ 50.83 50,850/- 01 [1139,734,1502,755]
karnataka-emblem-icon [271,501,328,558]
pwd-bengaluru-tender: ಕರ್ನಾಟಕ ಸರ್ಕಾರ ಲೋಕೋಪಯೋಗಿ ಇಲಾಖೆ ಮುಖ್ಯ ಅಭಿಯಂತರರ ಕಚೇರಿ, ಲೋಕೋಪಯೋಗಿ ಇಲಾಖೆ, ಬೆಂಗಳೂರು ವಿಭಾಗ, 1ನೇ ಮಹಡಿ, ಕೆ.ಆರ್.ಪುರಂ ಕಟ್ಟಡ, ಕೆ.ಆರ್.ವೃತ್ತ, ಬೆಂಗಳೂರು-01. ದೂರವಾಣಿ: 080-22133370, ವೆಬ್‌ಸೈಟ್: http://www.kpwd.karnataka.gov.in ಅಲ್ಪಾವಧಿ ಟೆಂಡರ್ ಪ್ರಕಟಣೆ ಸಂಖ್ಯೆ: 56/2025-26 ದಿನಾಂಕ: 12.02.2026 ಕಾರ್ಯಪಾಲಕ ಅಭಿಯಂತರರು, ಲೋಕೋಪಯೋಗಿ ಇಲಾಖೆ, ಬೆಂಗಳೂರು ವಿಭಾಗ ಇವರು ಕೆ.ಟಿ.ಪಿ.ಪಿ ಕಾಯ್ದೆ 2000 ರಡಿಯಲ್ಲಿ ಮತ್ತು ತಿದ್ದುಪಡಿ ನಿಯಮಗಳಂತೆ ಕಾಮಗಾರಿಗಳನ್ನು ನಿರ್ವಹಿಸಲು ಅರ್ಹ ಗುತ್ತಿಗೆದಾರರಿಂದ ಟೆಂಡರ್ ಆಹ್ವಾನಿಸಲಾಗಿದೆ. 1. ಟೆಂಡರ್‌ಗಳನ್ನು ಅಪ್‌ಲೋಡ್ ಮಾಡಲು ಕೊನೆಯ ದಿನಾಂಕ: 20.02.2026 ಸಂಜೆ 4.00 ಗಂಟೆಯವರೆಗೆ. 2. ಟೆಂಡರ್‌ಗಳನ್ನು ತೆರೆಯುವ ದಿನಾಂಕ: 21.02.2026 ಸಂಜೆ 4.30 ಗಂಟೆಗೆ. ಸಹಿ/- ಕಾರ್ಯಪಾಲಕ ಅಭಿಯಂತರರು ಮಾಸಂಪ/ಉಸಅ/ಸಂ-4.ಪಿ/5632/ಟೆಂಡರ್‌ವಿಂಡೋ/2025-26 [768,1789,1129,2345]
corporation-emblem-icon [774,805,827,861]
rate-row: ಹಳೆ ಅಡಿಕೆ 520 550 [596,153,731,170]
bengaluru-west-corporation-tender: ಬೆಂಗಳೂರು ಪಶ್ಚಿಮ ನಗರ ಪಾಲಿಕೆ ಕಾರ್ಯಪಾಲಕ ಅಭಿಯಂತರರ ಕಚೇರಿ, ಯಶವಂತಪುರ ವಿಭಾಗ, ನಂ.1, 4ನೇ ಕ್ರಾಸ್, ಬೆಂಗಳೂರು-560022 ಸಂಖ್ಯೆ: ಕಾಅ(ಯ.ವಿ)/ಟೆಂಡರ್/04/2025-26 ದಿನಾಂಕ: 13-02-2026 ಅಲ್ಪಾವಧಿ ಟೆಂಡರ್ ಪ್ರಕಟಣೆ (ಎಸ್ ಆರ್ ವ್ಯವಸ್ಥೆ ಮತ್ತು ಕೆಪಿಪಿ ಪೋರ್ಟಲ್ ಮುಖಾಂತರ ಮಾತ್ರ) ಬೆಂಗಳೂರು ಪಶ್ಚಿಮ ನಗರ ಪಾಲಿಕೆ ವ್ಯಾಪ್ತಿಯ ವಾರ್ಡ್ ನಂ. 195, 188, 189, 190, 194 ಮತ್ತು 195ರಲ್ಲಿನ ಕಾಮಗಾರಿಗಳಿಗೆ ಅರ್ಹ ಗುತ್ತಿಗೆದಾರರಿಂದ ಟೆಂಡರ್ ಆಹ್ವಾನಿಸಲಾಗಿದೆ. ಕ್ರ.ಸಂ. ಮೀಸಲಾತಿ ಪ್ರವರ್ಗ ಕಾಮಗಾರಿ ಮೊತ್ತ (ರೂ.ಲಕ್ಷಗಳಲ್ಲಿ) ಇಎಂಡಿ (ರೂ.ಗಳಲ್ಲಿ) ಒಟ್ಟು ಕಾಮಗಾರಿ 1 ಇತರೆ 50.50 67.76 50,750/- 1,35,550/- 04 2 ಪ್ರವರ್ಗ-1 25.37 25,400/- 01 3 ಪರಿಶಿಷ್ಟ ಜಾತಿ 50.83 50,850/- 01 4 ಪರಿಶಿಷ್ಟ ಪಂಗಡ 50.83 50,850/- 01 5 ಪ್ರವರ್ಗ-2(ಎ) 25.37 25,400/- 01 ಟೆಂಡರ್ ದಿನಾಂಕಗಳು : 1) ಟೆಂಡರ್ ದಾಖಲೆಗಳನ್ನು ಕೆಪಿಪಿ ಪೋರ್ಟಲ್ https://kppp.karnataka.gov.in ನಲ್ಲಿ ದಿನಾಂಕ: 16.02.2026ರ ಸಂಜೆ 4.30 ರಿಂದ ಪಡೆಯಬಹುದು. 2) ಬಿಡ್ ಸಲ್ಲಿಸಲು ಕೊನೆಯ ದಿನಾಂಕ: 04.03.2026ರ ಸಂಜೆ 4.00 ಗಂಟೆಯವರೆಗೆ. 3) ತಾಂತ್ರಿಕ ಬಿಡ್ ತೆರೆಯುವ ದಿನಾಂಕ: 05.03.2026ರ ಸಂಜೆ 4.30 ಗಂಟೆಗೆ. ಸಹಿ/- ಕಾರ್ಯಪಾಲಕ ಅಭಿಯಂತರರು, ಯಶವಂತಪುರ ವಿಭಾಗ, ಬಿಪಿಎನ್‌ಪಿ [1137,478,1504,1138]
wenlock-hospital-tender: ಜಿಲ್ಲಾ ಶಸ್ತ್ರಚಿಕಿತ್ಸಕರು ಮತ್ತು ಅಧೀಕ್ಷಕರ ಕಛೇರಿ, ವೆನ್‌ಲಾಕ್ ಜಿಲ್ಲಾ ಆಸ್ಪತ್ರೆ, ಮಂಗಳೂರು ಸಂಖ್ಯೆ:ಖರೀದಿ(1)ಸಿ-66/2025-26 ದಿನಾಂಕ: 04.02.2026 ಟೆಂಡರ್ ಅಧಿಸೂಚನೆ (ದ್ವಿ-ಲಕೋಟೆ ಪದ್ಧತಿಯಲ್ಲಿ) (ಕೆಪಿಪಿಪಿ, ಕರ್ನಾಟಕ ಪೋರ್ಟಲ್ ಮುಖಾಂತರ ಮಾತ್ರ) ವೆನ್‌ಲಾಕ್ ಜಿಲ್ಲಾ ಆಸ್ಪತ್ರೆ, ಮಂಗಳೂರು, ಇಲ್ಲಿನ ವಿವಿಧ ವಿಭಾಗಗಳ ರೋಗಿಗಳ ಉಪಯೋಗಕ್ಕಾಗಿ Consumable ಗಳ ಟೆಂಡರ್ ಕರೆಯಲಾಗಿದೆ. ಬಿಡ್ ಸಲ್ಲಿಸಲು ಕೊನೆಯ ದಿನಾಂಕ: 13.03.2026 (ಮಧ್ಯಾಹ್ನ 4.30 ಗಂಟೆಯವರೆಗೆ). ಹೆಚ್ಚಿನ ವಿವರಗಳಿಗಾಗಿ kppp.karnataka.gov.in ಸಂಪರ್ಕಿಸಬಹುದು. Tender number : DHFWS/2025-26/IND2212 ಸಹಿ/- ಜಿಲ್ಲಾ ಶಸ್ತ್ರಚಿಕಿತ್ಸಕರು, ಅಧೀಕ್ಷಕರು ವೆನ್‌ಲಾಕ್ ಜಿಲ್ಲಾ ಆಸ್ಪತ್ರೆ, ಮಂಗಳೂರು DIPR/DK/KSMCA/1593/25-26 dt. 13.02.2026 [768,86,1129,424]
arecanut-rate-table [591,134,736,373]
